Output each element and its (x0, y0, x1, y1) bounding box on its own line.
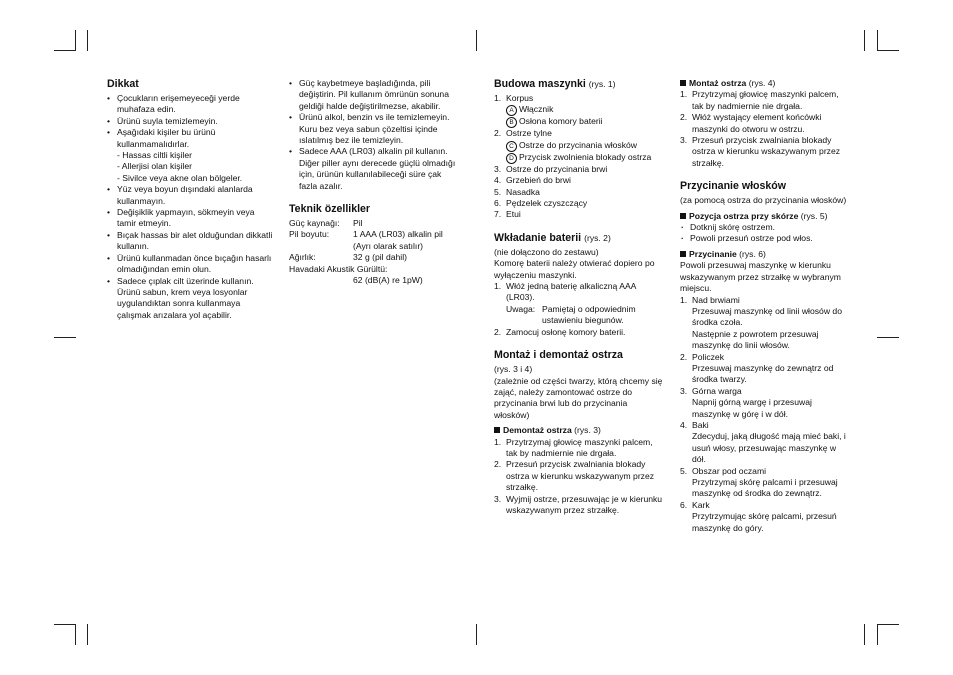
list-item (494, 128, 664, 139)
spec-key (289, 241, 353, 252)
note-label: Uwaga: (506, 303, 536, 314)
spec-key: Güç kaynağı: (289, 218, 340, 229)
item-desc: Przesuwaj maszynkę do zewnątrz od środka twarzy. (692, 362, 834, 385)
item-number: 1. (494, 93, 502, 103)
note-uwaga (494, 304, 664, 327)
item-number: 4. (494, 175, 502, 186)
title-text: Przycinanie (689, 248, 737, 259)
item-number: 4. (680, 419, 688, 430)
sub-item: - Allerjisi olan kişiler (117, 161, 192, 172)
trim-subtitle: (za pomocą ostrza do przycinania włosków) (680, 195, 847, 206)
item-text: Wyjmij ostrze, przesuwając je w kierunku wskazywanym przez strzałkę. (506, 493, 663, 515)
list-item: • Değişiklik yapmayın, sökmeyin veya tamir etmeyin. (107, 207, 275, 230)
list-item: • Güç kaybetmeye başladığında, pili değiştirin. Pil kullanım ömrünün sonuna geldiği halde değiştirilmezse, akabilir. (289, 78, 459, 112)
spec-value: (Ayrı olarak satılır) (353, 240, 424, 251)
item-text: Ostrze tylne (506, 128, 552, 139)
item-number: 6. (494, 198, 502, 209)
item-text: Baki (692, 419, 709, 430)
square-bullet-icon (680, 251, 686, 257)
figure-ref: (rys. 4) (748, 78, 776, 88)
column-montaz (680, 78, 852, 534)
list-item (680, 466, 852, 500)
figure-ref: (rys. 1) (588, 79, 616, 89)
item-text: Włóż wystający element końcówki maszynki do otworu w ostrzu. (692, 112, 822, 134)
sub-item (494, 152, 664, 164)
spec-row (289, 252, 443, 263)
list-item (107, 127, 275, 184)
item-text: Kark (692, 499, 710, 510)
item-desc: Zdecyduj, jaką długość mają mieć baki, i usuń włosy, przesuwając maszynkę w dół. (692, 431, 846, 465)
section-title-trim: Przycinanie włosków (680, 180, 786, 193)
item-text: Ostrze do przycinania włosków (519, 139, 637, 150)
list-item (680, 352, 852, 386)
item-text: Włóż jedną baterię alkaliczną AAA (LR03). (506, 281, 636, 303)
subsection-title-demount (494, 425, 664, 436)
list-item (680, 295, 852, 352)
section-title-budowa (494, 78, 664, 91)
item-number: 5. (680, 465, 688, 476)
list-item (680, 420, 852, 466)
figure-ref: (rys. 5) (800, 210, 828, 221)
subsection-title-cut (680, 249, 852, 260)
column-dikkat-cont (289, 78, 459, 287)
list-item: • Ürünü suyla temizlemeyin. (107, 116, 275, 127)
circled-letter-icon: A (506, 105, 517, 116)
item-desc: Przytrzymaj skórę palcami i przesuwaj maszynkę od środka do zewnątrz. (692, 477, 838, 499)
mount-intro: (zależnie od części twarzy, którą chcemy się zająć, należy zamontować ostrze do przycinania brwi lub do przycinania włosków) (494, 375, 663, 420)
circled-letter-icon: C (506, 141, 517, 152)
item-text: Ostrze do przycinania brwi (506, 163, 608, 174)
sub-item (494, 104, 664, 116)
subsection-title-montaz (680, 78, 852, 89)
spec-value: 1 AAA (LR03) alkalin pil (353, 229, 443, 240)
battery-note: (nie dołączono do zestawu) (494, 246, 599, 257)
battery-intro: Komorę baterii należy otwierać dopiero po wyłączeniu maszynki. (494, 258, 655, 280)
item-text: Górna warga (692, 385, 742, 396)
title-text: Montaż ostrza (689, 78, 747, 88)
list-item (494, 164, 664, 175)
list-item-text: • Ürünü alkol, benzin vs ile temizlemeyin. (299, 112, 450, 123)
list-item (680, 386, 852, 420)
item-number: 2. (680, 112, 688, 123)
item-desc: Przytrzymując skórę palcami, przesuń maszynkę do góry. (692, 511, 837, 533)
column-dikkat (107, 78, 275, 321)
list-item: • Ürünü kullanmadan önce bıçağın hasarlı olmadığından emin olun. (107, 253, 275, 276)
item-desc: Następnie z powrotem przesuwaj maszynkę do linii włosów. (692, 328, 819, 351)
title-text: Wkładanie baterii (494, 231, 582, 244)
list-item (494, 187, 664, 198)
item-number: 6. (680, 499, 688, 510)
item-text: Policzek (692, 351, 724, 362)
item-text: Włącznik (519, 104, 554, 115)
item-text: Zamocuj osłonę komory baterii. (506, 326, 626, 337)
list-item (494, 175, 664, 186)
list-item (494, 198, 664, 209)
list-item: • Bıçak hassas bir alet olduğundan dikkatli kullanın. (107, 230, 275, 253)
figure-ref: (rys. 3) (574, 425, 601, 436)
item-number: 1. (494, 436, 502, 447)
item-number: 2. (494, 128, 502, 139)
title-text: Budowa maszynki (494, 78, 586, 90)
list-item (680, 89, 852, 112)
list-item: • Sadece AAA (LR03) alkalin pil kullanın. Diğer piller aynı derecede güçlü olmadığı için, ürünün kullanılabileceği süre çak fazla azalır. (289, 146, 459, 192)
section-title-dikkat: Dikkat (107, 78, 139, 90)
item-desc: Przesuwaj maszynkę od linii włosów do środka czoła. (692, 305, 842, 328)
sub-item: - Sivilce veya akne olan bölgeler. (117, 172, 243, 183)
spec-key: Pil boyutu: (289, 229, 330, 240)
item-number: 3. (680, 385, 688, 396)
section-title-spec: Teknik özellikler (289, 203, 371, 216)
list-item (680, 112, 852, 135)
item-number: 2. (494, 326, 502, 337)
spec-value: Pil (353, 218, 363, 229)
list-item (494, 93, 664, 104)
list-item (494, 437, 664, 460)
item-number: 7. (494, 209, 502, 220)
list-item (494, 209, 664, 220)
item-text: Przytrzymaj głowicę maszynki palcem, tak by nadmiernie nie drgała. (692, 89, 839, 111)
list-item (680, 135, 852, 169)
list-item (494, 459, 664, 493)
sub-item (494, 140, 664, 152)
figure-ref: (rys. 6) (739, 248, 766, 259)
item-desc: Napnij górną wargę i przesuwaj maszynkę w górę i w dół. (692, 397, 812, 419)
item-text: Nad brwiami (692, 294, 740, 305)
item-number: 1. (494, 281, 502, 292)
spec-row (289, 229, 443, 240)
section-title-battery (494, 232, 664, 245)
square-bullet-icon (680, 80, 686, 86)
list-item: · Powoli przesuń ostrze pod włos. (680, 233, 852, 244)
item-number: 5. (494, 186, 502, 197)
figure-ref: (rys. 3 i 4) (494, 364, 533, 375)
list-item: • Yüz veya boyun dışındaki alanlarda kullanmayın. (107, 184, 275, 207)
list-item (289, 112, 459, 146)
subsection-title-position (680, 211, 852, 222)
figure-ref: (rys. 2) (584, 232, 611, 243)
item-text: Obszar pod oczami (692, 465, 767, 476)
spec-value: 32 g (pil dahil) (353, 252, 407, 263)
spec-row (289, 218, 443, 229)
item-number: 2. (494, 459, 502, 470)
list-item-text: Aşağıdaki kişiler bu ürünü kullanmamalıdırlar. (117, 127, 216, 149)
item-number: 3. (494, 163, 502, 174)
circled-letter-icon: B (506, 117, 517, 128)
item-text: Osłona komory baterii (519, 116, 603, 127)
sub-item: - Hassas ciltli kişiler (117, 150, 192, 161)
spec-table (289, 218, 443, 264)
note-text: Pamiętaj o odpowiednim ustawieniu biegunów. (542, 303, 636, 326)
item-text: Przesuń przycisk zwalniania blokady ostrza w kierunku wskazywanym przez strzałkę. (506, 459, 655, 493)
item-text: Korpus (506, 93, 534, 103)
list-item (680, 500, 852, 534)
item-number: 1. (680, 89, 688, 100)
item-text: Pędzelek czyszczący (506, 198, 588, 209)
list-item (494, 281, 664, 304)
item-number: 3. (494, 493, 502, 504)
list-item: • Çocukların erişemeyeceği yerde muhafaza edin. (107, 93, 275, 116)
noise-value: 62 (dB(A) re 1pW) (353, 275, 423, 286)
item-number: 2. (680, 351, 688, 362)
list-item-extra: Kuru bez veya sabun çözeltisi içinde ıslatılmış bez ile temizleyin. (299, 123, 438, 146)
item-text: Nasadka (506, 186, 540, 197)
item-text: Etui (506, 209, 521, 220)
title-text: Demontaż ostrza (503, 425, 572, 436)
item-number: 3. (680, 135, 688, 146)
item-text: Przytrzymaj głowicę maszynki palcem, tak by nadmiernie nie drgała. (506, 436, 653, 458)
section-title-mount: Montaż i demontaż ostrza (494, 349, 623, 362)
list-item (494, 494, 664, 517)
title-text: Pozycja ostrza przy skórze (689, 210, 799, 221)
column-budowa (494, 78, 664, 516)
square-bullet-icon (494, 427, 500, 433)
sub-item (494, 116, 664, 128)
cut-intro: Powoli przesuwaj maszynkę w kierunku wskazywanym przez strzałkę w wybranym miejscu. (680, 260, 841, 294)
square-bullet-icon (680, 213, 686, 219)
spec-key: Ağırlık: (289, 252, 316, 263)
item-text: Grzebień do brwi (506, 175, 571, 186)
list-item: · Dotknij skórę ostrzem. (680, 222, 852, 233)
circled-letter-icon: D (506, 153, 517, 164)
item-number: 1. (680, 294, 688, 305)
item-text: Przesuń przycisk zwalniania blokady ostrza w kierunku wskazywanym przez strzałkę. (692, 135, 841, 168)
spec-row (289, 241, 443, 252)
noise-label: Havadaki Akustik Gürültü: (289, 263, 388, 274)
item-text: Przycisk zwolnienia blokady ostrza (519, 151, 652, 162)
list-item: • Sadece çıplak cilt üzerinde kullanın. Ürünü sabun, krem veya losyonlar uygulandıktan sonra kullanmaya çalışmak arızalara yol açabilir. (107, 276, 275, 322)
list-item (494, 327, 664, 338)
